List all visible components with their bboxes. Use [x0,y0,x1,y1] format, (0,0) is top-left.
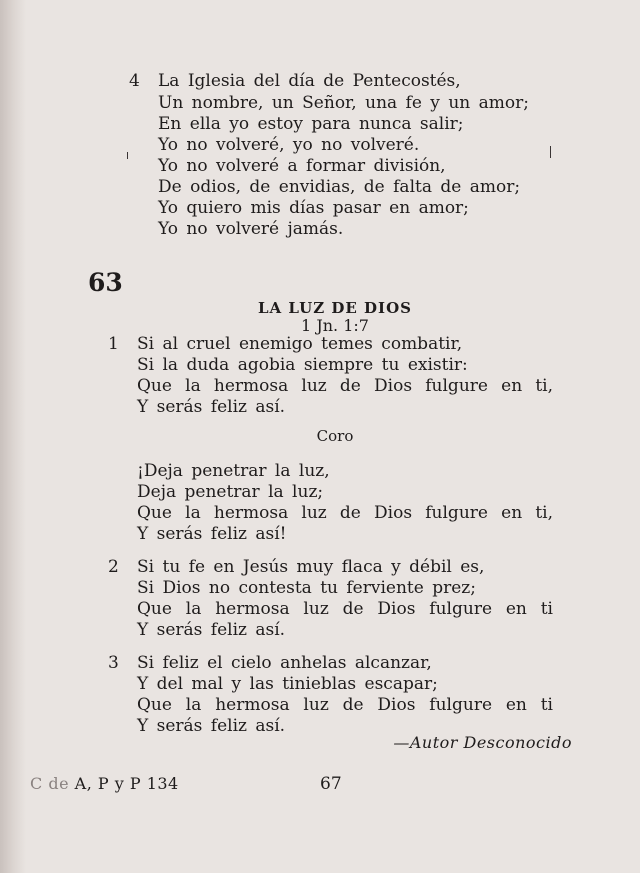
scripture-reference: 1 Jn. 1:7 [301,316,369,335]
verse-number: 4 [129,71,140,91]
verse-number: 3 [108,653,119,673]
verse-line: Si la duda agobia siempre tu existir: [137,355,468,375]
verse-line: Que la hermosa luz de Dios fulgure en ti, [137,376,553,396]
verse-line: Yo no volveré a formar división, [158,156,446,176]
verse-number: 2 [108,557,119,577]
page-gutter-shadow [0,0,26,873]
verse-line: Y serás feliz así. [137,620,286,640]
verse-line: Un nombre, un Señor, una fe y un amor; [158,93,529,113]
verse-line: La Iglesia del día de Pentecostés, [158,71,461,91]
verse-line: Yo quiero mis días pasar en amor; [158,198,469,218]
chorus-line: Que la hermosa luz de Dios fulgure en ti, [137,503,553,523]
verse-line: Que la hermosa luz de Dios fulgure en ti [137,695,553,715]
verse-line: Y del mal y las tinieblas escapar; [137,674,438,694]
verse-line: De odios, de envidias, de falta de amor; [158,177,521,197]
footer-source [30,774,179,794]
verse-number: 1 [108,334,119,354]
hymn-title: LA LUZ DE DIOS [258,299,412,317]
verse-line: Si tu fe en Jesús muy flaca y débil es, [137,557,485,577]
verse-line: Si al cruel enemigo temes combatir, [137,334,463,354]
verse-line: En ella yo estoy para nunca salir; [158,114,464,134]
verse-line: Que la hermosa luz de Dios fulgure en ti [137,599,553,619]
chorus-line: ¡Deja penetrar la luz, [137,461,330,481]
footer-source-text: A, P y P 134 [74,774,179,793]
print-mark [127,152,128,159]
verse-line: Si Dios no contesta tu ferviente prez; [137,578,476,598]
verse-line: Si feliz el cielo anhelas alcanzar, [137,653,432,673]
footer-faded-prefix: C de [30,774,70,793]
chorus-label: Coro [316,427,354,445]
print-mark [550,146,551,158]
verse-line: Yo no volveré, yo no volveré. [158,135,420,155]
page-number: 67 [320,774,342,794]
verse-line: Y serás feliz así. [137,716,286,736]
verse-line: Yo no volveré jamás. [158,219,344,239]
verse-line: Y serás feliz así. [137,397,286,417]
author-credit: —Autor Desconocido [393,733,572,752]
chorus-line: Deja penetrar la luz; [137,482,324,502]
chorus-line: Y serás feliz así! [137,524,287,544]
show-through-decoration [540,62,553,84]
hymn-number: 63 [88,268,123,297]
